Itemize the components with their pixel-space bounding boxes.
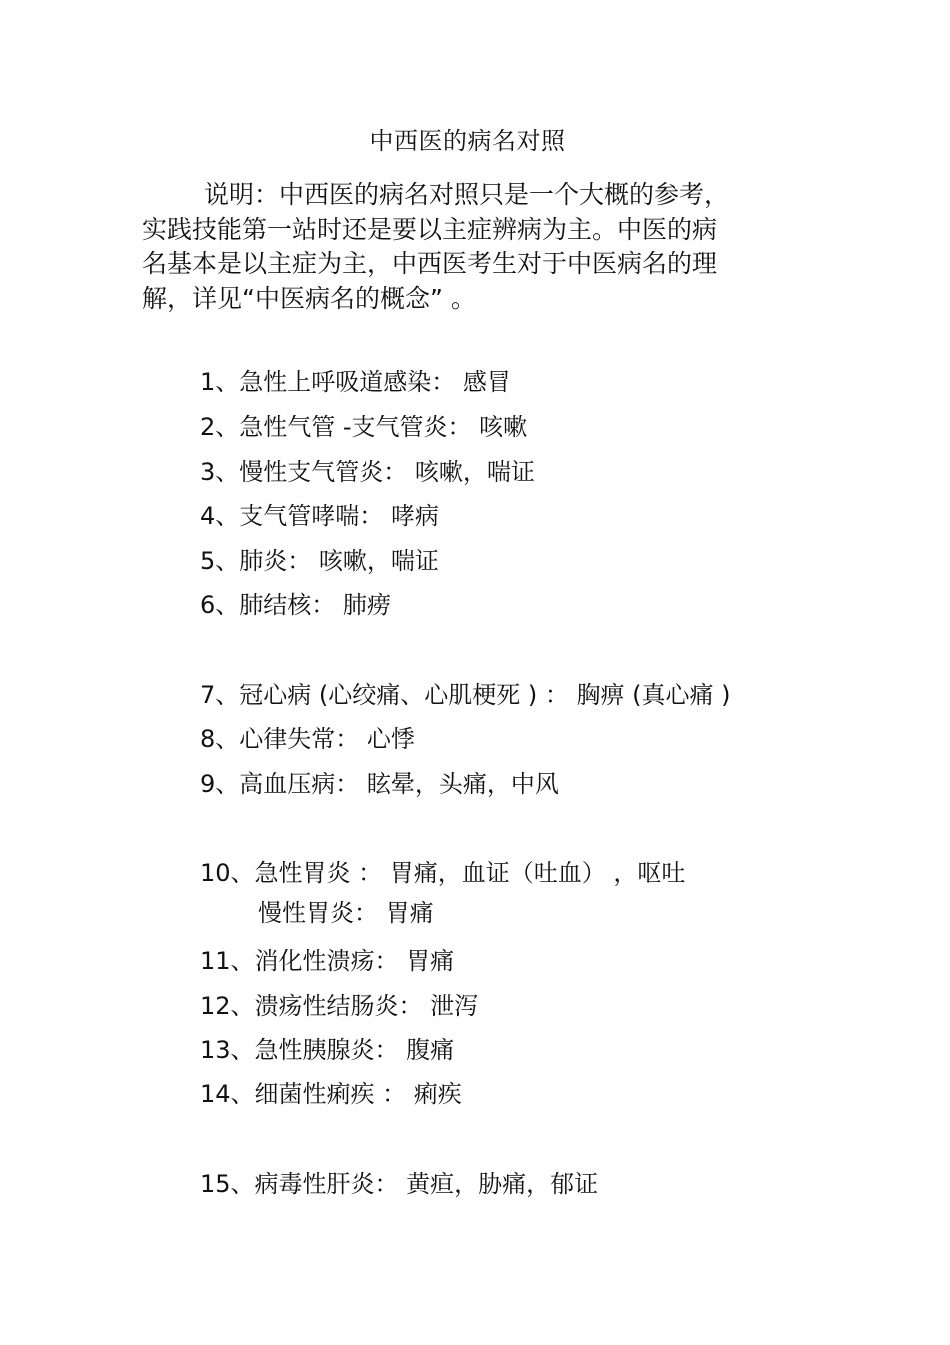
intro-line: 解，详见“中医病名的概念” 。 [142, 283, 476, 313]
list-item: 6、肺结核： 肺痨 [200, 591, 391, 619]
page-title: 中西医的病名对照 [369, 127, 566, 155]
list-item: 7、冠心病 (心绞痛、心肌梗死 ) ： 胸痹 (真心痛 ) [200, 681, 731, 709]
list-item: 8、心律失常： 心悸 [200, 725, 415, 753]
list-item: 9、高血压病： 眩晕，头痛，中风 [200, 770, 559, 798]
list-item: 15、病毒性肝炎： 黄疸，胁痛，郁证 [200, 1170, 599, 1198]
list-item: 1、急性上呼吸道感染： 感冒 [200, 368, 511, 396]
intro-line: 名基本是以主症为主，中西医考生对于中医病名的理 [142, 249, 718, 278]
list-item-sub: 慢性胃炎： 胃痛 [258, 899, 434, 927]
list-item: 3、慢性支气管炎： 咳嗽，喘证 [200, 458, 535, 486]
list-item: 2、急性气管 -支气管炎： 咳嗽 [200, 413, 528, 441]
list-item: 13、急性胰腺炎： 腹痛 [200, 1036, 455, 1064]
list-item: 5、肺炎： 咳嗽，喘证 [200, 547, 439, 575]
intro-paragraph [142, 178, 782, 316]
intro-line: 实践技能第一站时还是要以主症辨病为主。中医的病 [142, 214, 718, 244]
list-item: 11、消化性溃疡： 胃痛 [200, 947, 455, 975]
list-item: 10、急性胃炎 ： 胃痛，血证（吐血） ，呕吐 [200, 859, 686, 887]
list-item: 14、细菌性痢疾 ： 痢疾 [200, 1080, 462, 1108]
list-item: 4、支气管哮喘： 哮病 [200, 502, 439, 530]
intro-line: 说明：中西医的病名对照只是一个大概的参考， [204, 180, 730, 209]
list-item: 12、溃疡性结肠炎： 泄泻 [200, 992, 479, 1020]
